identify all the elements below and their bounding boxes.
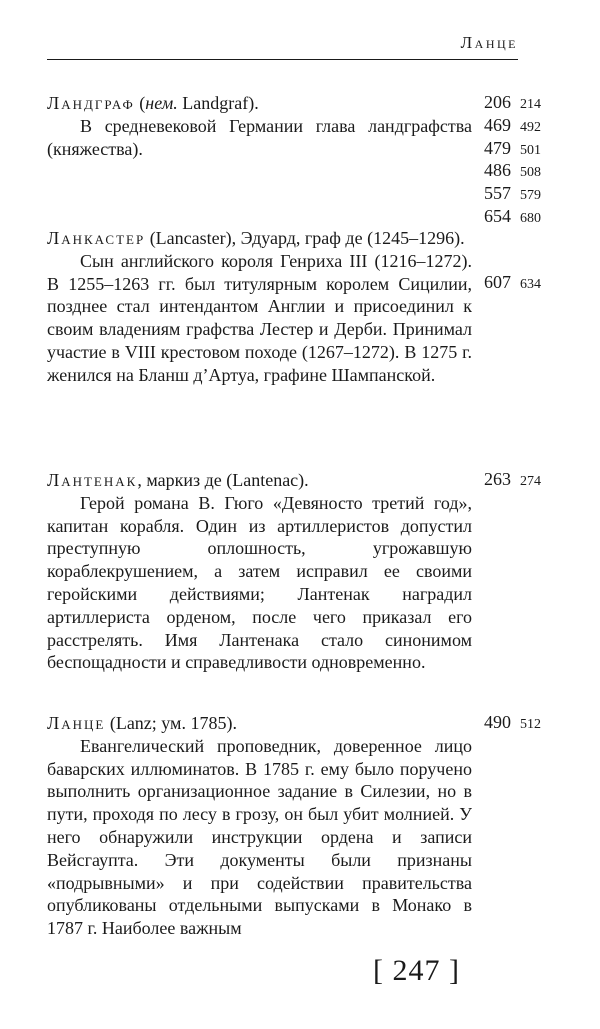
entry-headline: [47, 712, 472, 735]
ref-primary: 557: [484, 183, 511, 204]
headword: Ланце: [47, 713, 106, 733]
ref-secondary: 274: [520, 474, 541, 489]
entry-text: [47, 227, 472, 387]
ref-primary: 206: [484, 92, 511, 112]
headline-rest: (Lanz; ум. 1785).: [105, 713, 237, 733]
headline-rest-post: Landgraf).: [177, 93, 259, 113]
ref-row: [484, 138, 554, 161]
entry-body: В средневековой Германии глава ландграфства (княжества).: [47, 115, 472, 159]
entry-text: [47, 712, 472, 940]
entry-lanz: [47, 712, 472, 940]
entry-text: [47, 469, 472, 674]
ref-primary: 469: [484, 114, 511, 135]
headword: Ландграф: [47, 93, 135, 113]
entry-text: [47, 92, 472, 160]
entry-body: Сын английского короля Генриха III (1216–1272). В 1255–1263 гг. был титулярным королем Сицилии, позднее стал интендантом Англии и присоединил к своим владениям графства Лестер и Дерби. Принимал участие в VIII крестовом походе (1267–1272). В 1275 г. женился на Бланш д’Артуа, графине Шампанской.: [47, 250, 472, 385]
ref-secondary: 579: [520, 188, 541, 204]
ref-secondary: 680: [520, 210, 541, 226]
entry-lantenac: [47, 469, 472, 674]
ref-row: [484, 469, 554, 492]
entry-body: Герой романа В. Гюго «Девяносто третий год», капитан корабля. Один из артиллеристов допустил преступную оплошность, угрожавшую кораблекрушением, а затем исправил ее своими геройскими действиями; Лантенак наградил артиллериста орденом, после чего приказал его расстрелять. Имя Лантенака стало синонимом беспощадности и справедливости одновременно.: [47, 492, 472, 673]
ref-primary: 490: [484, 712, 511, 732]
ref-secondary: 501: [520, 142, 541, 158]
ref-secondary: 634: [520, 277, 541, 292]
ref-row: [484, 92, 554, 115]
page-number: [ 247 ]: [373, 954, 460, 987]
headline-italic: нем.: [145, 93, 178, 113]
running-head: Ланце: [460, 33, 518, 52]
headword: Ланкастер: [47, 228, 146, 248]
ref-secondary: 492: [520, 119, 541, 135]
ref-primary: 486: [484, 160, 511, 181]
ref-row: [484, 712, 554, 735]
ref-primary: 607: [484, 272, 511, 292]
page-refs-landgraf: [484, 92, 554, 229]
entry-headline: [47, 227, 472, 250]
entry-headline: [47, 92, 472, 115]
headline-rest-pre: (: [134, 93, 146, 113]
ref-row: [484, 206, 554, 229]
entry-headline: [47, 469, 472, 492]
entry-landgraf: [47, 92, 472, 160]
entry-body: Евангелический проповедник, доверенное лицо баварских иллюминатов. В 1785 г. ему было поручено выполнить организационное задание в Силезии, но в пути, проходя по лесу в грозу, он был убит молнией. У него обнаружили инструкции ордена и записи Вейсгаупта. Эти документы были признаны «подрывными» и при содействии правительства опубликованы отдельными выпусками в Монако в 1787 г. Наиболее важным: [47, 735, 472, 939]
ref-row: [484, 272, 554, 295]
entry-lancaster: [47, 227, 472, 387]
ref-row: [484, 160, 554, 183]
ref-row: [484, 183, 554, 206]
ref-primary: 479: [484, 137, 511, 158]
ref-secondary: 508: [520, 165, 541, 181]
headline-rest: , маркиз де (Lantenac).: [137, 470, 309, 490]
ref-primary: 654: [484, 205, 511, 226]
page-refs-lancaster: [484, 272, 554, 295]
ref-secondary: 214: [520, 97, 541, 112]
ref-primary: 263: [484, 469, 511, 489]
header-rule: [47, 59, 518, 60]
ref-row: [484, 115, 554, 138]
headword: Лантенак: [47, 470, 138, 490]
headline-rest: (Lancaster), Эдуард, граф де (1245–1296).: [145, 228, 465, 248]
page-refs-lantenac: [484, 469, 554, 492]
ref-secondary: 512: [520, 717, 541, 732]
page-refs-lanz: [484, 712, 554, 735]
